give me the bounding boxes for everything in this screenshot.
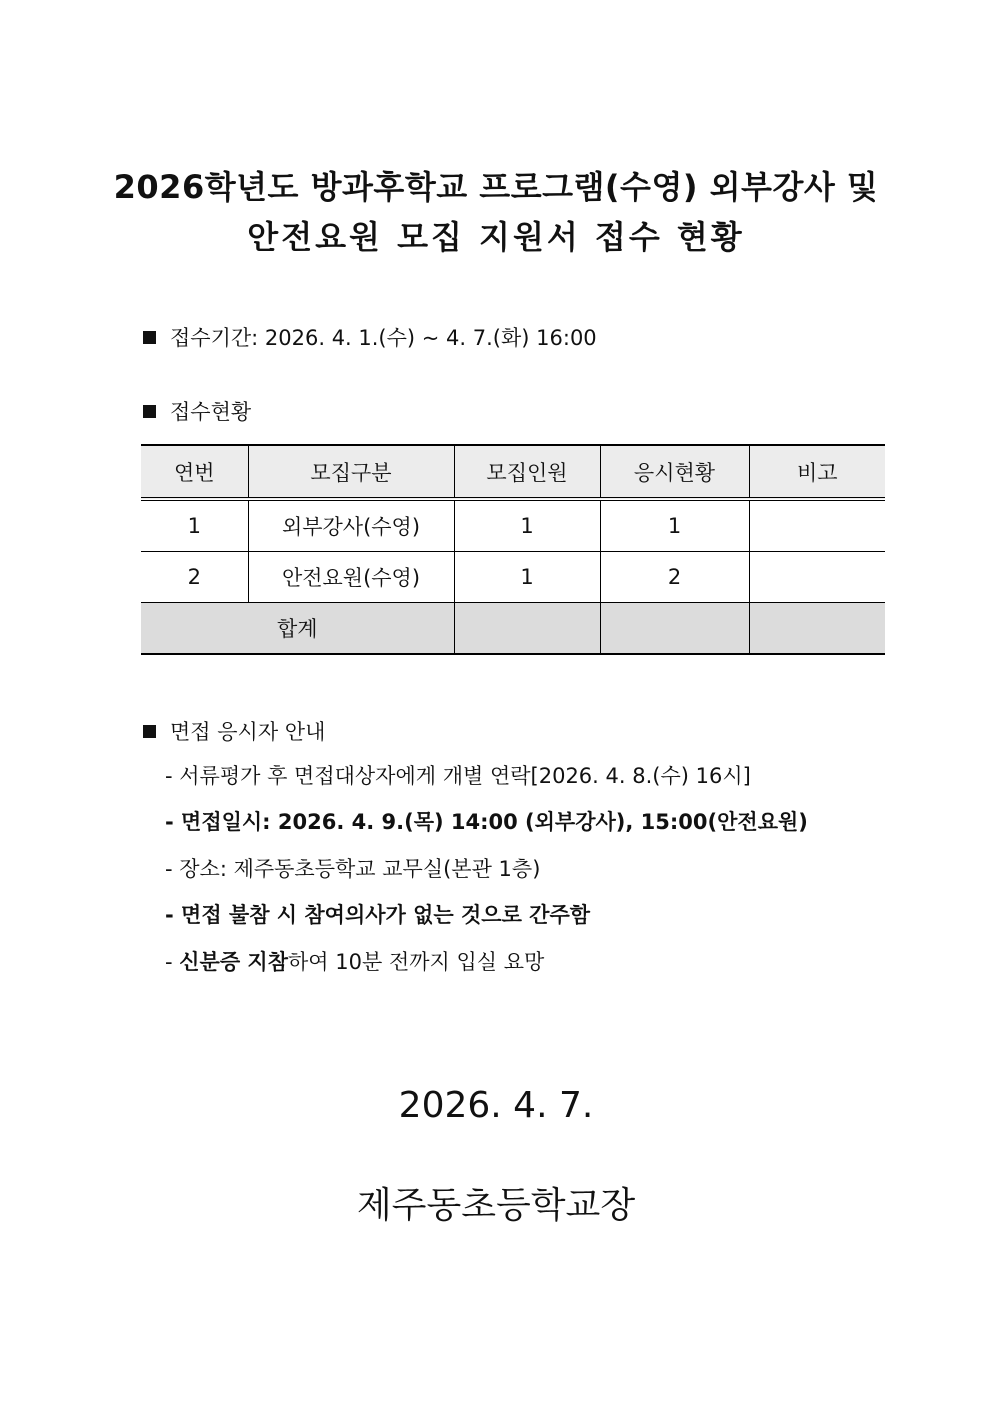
document-title-line2: 안전요원 모집 지원서 접수 현황: [247, 218, 745, 256]
square-bullet-icon: [143, 331, 156, 344]
guide-item-interview-datetime: - 면접일시: 2026. 4. 9.(목) 14:00 (외부강사), 15:00(안전요원): [165, 810, 808, 834]
reception-status-heading-text: 접수현황: [170, 400, 252, 424]
header-quota: 모집인원: [454, 445, 600, 499]
guide-item-id-rest: 하여 10분 전까지 입실 요망: [288, 950, 545, 974]
guide-item-absence-notice: - 면접 불참 시 참여의사가 없는 것으로 간주함: [165, 903, 591, 927]
total-remarks: [749, 603, 885, 655]
header-category: 모집구분: [248, 445, 454, 499]
document-title-line1: 2026학년도 방과후학교 프로그램(수영) 외부강사 및: [113, 168, 879, 206]
square-bullet-icon: [143, 725, 156, 738]
guide-item-location: - 장소: 제주동초등학교 교무실(본관 1층): [165, 857, 541, 881]
interview-guide-heading: [143, 716, 325, 746]
cell-category: 외부강사(수영): [248, 499, 454, 552]
total-label: 합계: [141, 603, 454, 655]
guide-item-id-prefix: -: [165, 950, 180, 974]
reception-status-heading: [143, 396, 251, 426]
cell-applicants: 2: [600, 552, 749, 603]
header-applicants: 응시현황: [600, 445, 749, 499]
table-row: [141, 499, 885, 552]
cell-remarks: [749, 499, 885, 552]
document-date: 2026. 4. 7.: [398, 1085, 594, 1126]
guide-item-id-requirement: [165, 946, 544, 976]
cell-category: 안전요원(수영): [248, 552, 454, 603]
cell-remarks: [749, 552, 885, 603]
reception-status-table: [141, 444, 885, 655]
guide-item-id-bold: 신분증 지참: [179, 950, 289, 974]
total-quota: [454, 603, 600, 655]
table-header-row: [141, 445, 885, 499]
interview-guide-heading-text: 면접 응시자 안내: [170, 720, 326, 744]
cell-quota: 1: [454, 499, 600, 552]
cell-serial: 2: [141, 552, 248, 603]
cell-applicants: 1: [600, 499, 749, 552]
square-bullet-icon: [143, 405, 156, 418]
reception-period-text: 접수기간: 2026. 4. 1.(수) ~ 4. 7.(화) 16:00: [170, 326, 597, 350]
reception-period: [143, 322, 597, 352]
header-remarks: 비고: [749, 445, 885, 499]
header-serial: 연번: [141, 445, 248, 499]
guide-item-notification: - 서류평가 후 면접대상자에게 개별 연락[2026. 4. 8.(수) 16시]: [165, 764, 751, 788]
table-row: [141, 552, 885, 603]
total-applicants: [600, 603, 749, 655]
signer-title: 제주동초등학교장: [356, 1185, 636, 1226]
cell-quota: 1: [454, 552, 600, 603]
cell-serial: 1: [141, 499, 248, 552]
table-total-row: [141, 603, 885, 655]
